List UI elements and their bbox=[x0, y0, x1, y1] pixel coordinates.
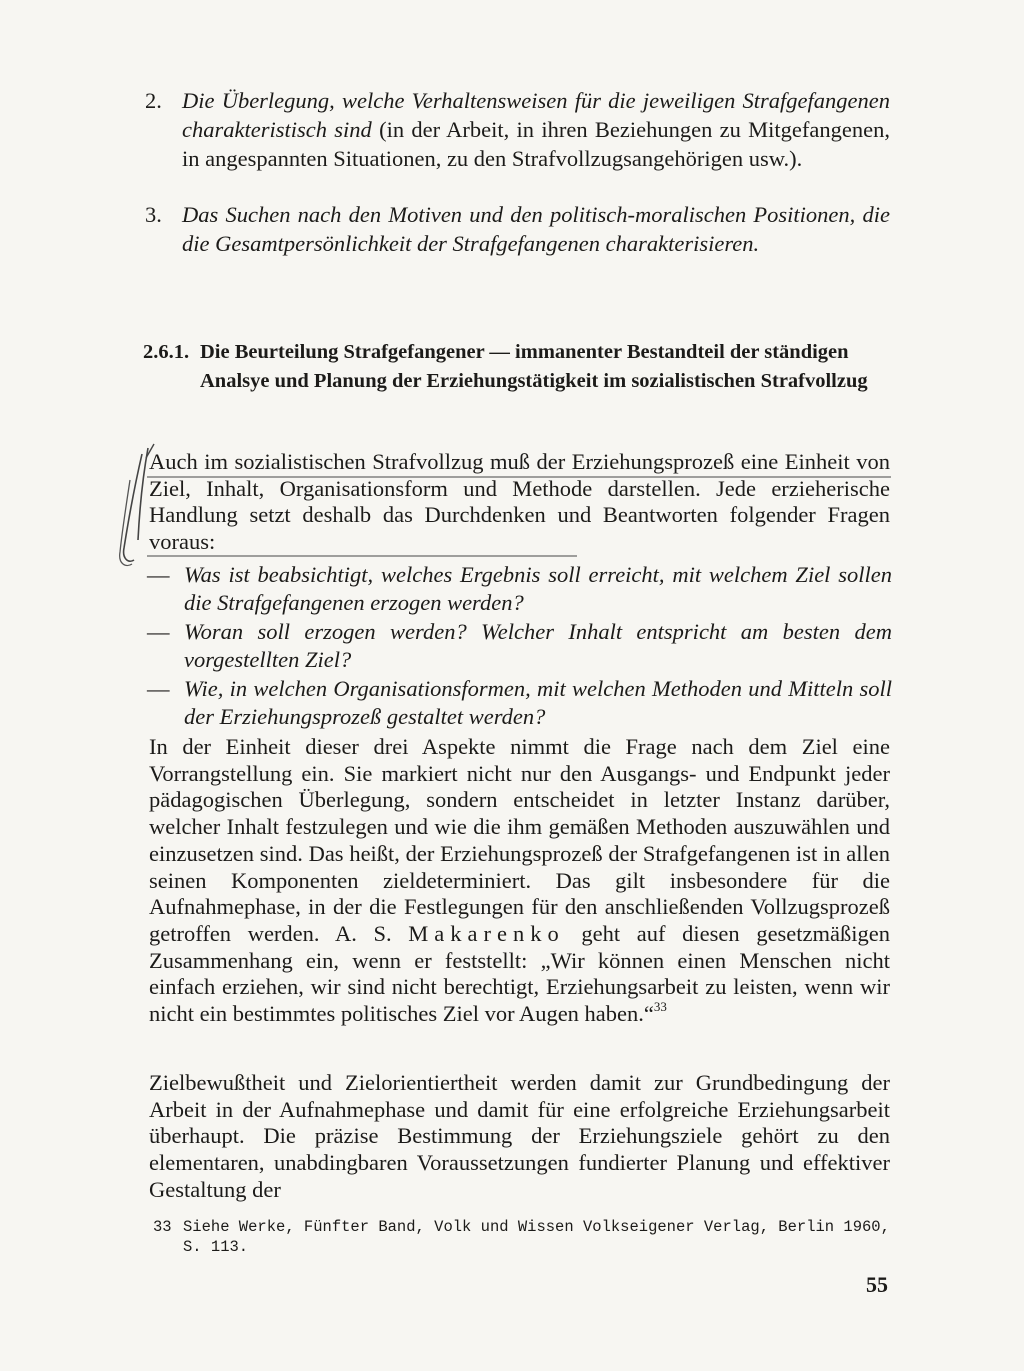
spaced-name: Makarenko bbox=[408, 920, 565, 946]
item-text bbox=[182, 86, 890, 173]
item-normal-text: (in der Arbeit, in ihren Beziehungen zu Mitgefangenen, in angespannten Situationen, zu den Strafvollzugsangehörigen usw.). bbox=[182, 117, 890, 171]
dash-bullet: — bbox=[147, 562, 170, 587]
question-text: Wie, in welchen Organisationsformen, mit welchen Methoden und Mitteln soll der Erziehungsprozeß gestaltet werden? bbox=[184, 676, 892, 729]
footnote-number: 33 bbox=[153, 1218, 172, 1236]
dash-bullet: — bbox=[147, 676, 170, 701]
intro-paragraph: Auch im sozialistischen Strafvollzug muß der Erziehungsprozeß eine Einheit von Ziel, Inhalt, Organisationsform und Methode darstellen. Jede erzieherische Handlung setzt deshalb das Durchdenken und Beantworten folgender Fragen voraus: bbox=[149, 449, 890, 554]
main-text-before: In der Einheit dieser drei Aspekte nimmt die Frage nach dem Ziel eine Vorrangstellung ein. Sie markiert nicht nur den Ausgangs- und Endpunkt jeder pädagogischen Überlegung, sondern entscheidet in letzter Instanz darüber, welcher Inhalt festzulegen und wie die ihm gemäßen Methoden auszuwählen und einzusetzen sind. Das heißt, der Erziehungsprozeß der Strafgefangenen ist in allen seinen Komponenten zieldeterminiert. Das gilt insbesondere für die Aufnahmephase, in der die Festlegungen für den anschließenden Vollzugsprozeß getroffen werden. A. S. bbox=[149, 734, 890, 946]
item-italic-text: Die Überlegung, welche Verhaltensweisen für die jeweiligen Strafgefangenen charakteristisch sind bbox=[182, 88, 890, 142]
section-number: 2.6.1. bbox=[143, 341, 190, 363]
footnote-text: Siehe Werke, Fünfter Band, Volk und Wissen Volkseigener Verlag, Berlin 1960, S. 113. bbox=[183, 1218, 890, 1256]
question-3 bbox=[147, 675, 892, 731]
question-text: Was ist beabsichtigt, welches Ergebnis soll erreicht, mit welchem Ziel sollen die Strafgefangenen erzogen werden? bbox=[184, 562, 892, 615]
item-text bbox=[182, 200, 890, 258]
question-2 bbox=[147, 618, 892, 674]
dash-bullet: — bbox=[147, 619, 170, 644]
item-italic-text: Das Suchen nach den Motiven und den politisch-moralischen Positionen, die die Gesamtpersönlichkeit der Strafgefangenen charakterisieren. bbox=[182, 202, 890, 256]
section-heading bbox=[143, 338, 903, 396]
question-1 bbox=[147, 561, 892, 617]
question-text: Woran soll erzogen werden? Welcher Inhalt entspricht am besten dem vorgestellten Ziel? bbox=[184, 619, 892, 672]
item-number: 2. bbox=[145, 88, 162, 113]
footnote bbox=[153, 1217, 893, 1257]
last-paragraph: Zielbewußtheit und Zielorientiertheit werden damit zur Grundbedingung der Arbeit in der Aufnahmephase und damit für eine erfolgreiche Erziehungsarbeit überhaupt. Die präzise Bestimmung der Erziehungsziele gehört zu den elementaren, unabdingbaren Voraussetzungen fundierter Planung und effektiver Gestaltung der bbox=[149, 1070, 890, 1202]
item-number: 3. bbox=[145, 202, 162, 227]
section-title: Die Beurteilung Strafgefangener — immanenter Bestandteil der ständigen Analsye und Planung der Erziehungstätigkeit im sozialistischen Strafvollzug bbox=[200, 341, 868, 392]
main-text-after: geht auf diesen gesetzmäßigen Zusammenhang ein, wenn er feststellt: „Wir können einen Menschen nicht einfach erziehen, wir sind nicht berechtigt, Erziehungsarbeit zu leisten, wenn wir nicht ein bestimmtes politisches Ziel vor Augen haben.“ bbox=[149, 920, 891, 1027]
main-paragraph bbox=[149, 734, 890, 1028]
page-number: 55 bbox=[866, 1272, 888, 1297]
numbered-item-2 bbox=[145, 86, 890, 173]
pencil-underline bbox=[147, 555, 577, 557]
footnote-ref: 33 bbox=[653, 998, 667, 1014]
numbered-item-3 bbox=[145, 200, 890, 258]
